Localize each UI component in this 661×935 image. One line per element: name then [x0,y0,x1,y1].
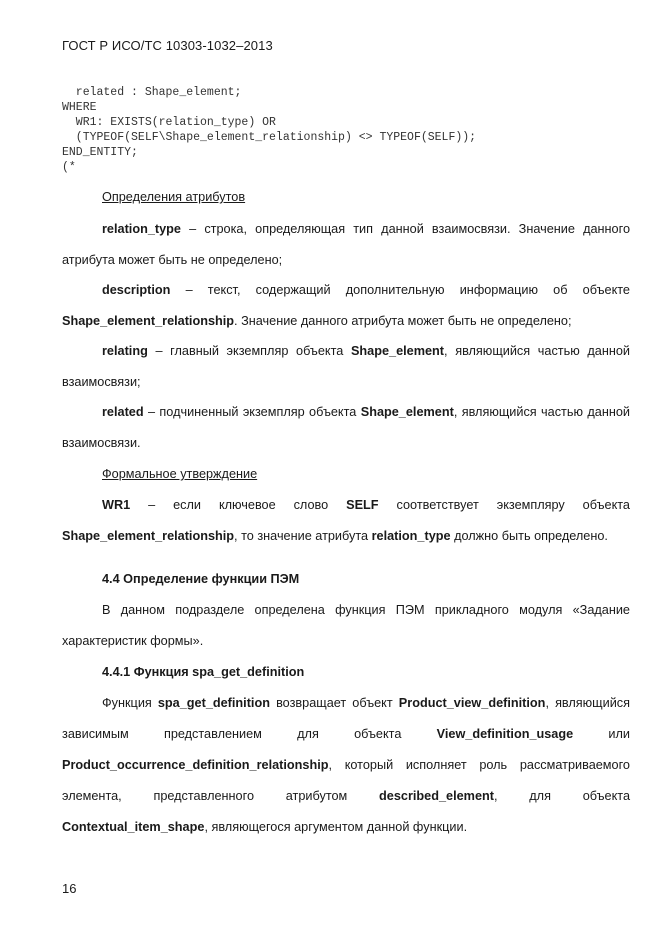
term: relating [102,344,148,358]
express-code-block: related : Shape_element; WHERE WR1: EXISTS(relation_type) OR (TYPEOF(SELF\Shape_element_relationship) <> TYPEOF(SELF)); END_ENTITY; (* [62,86,477,174]
term: relation_type [102,222,181,236]
description-paragraph [62,275,630,337]
text: – если ключевое слово [130,498,347,512]
term: WR1 [102,498,131,512]
entity-name: View_definition_usage [436,727,574,741]
page-number: 16 [62,881,77,896]
section-paragraph: В данном подразделе определена функция ПЭМ прикладного модуля «Задание характеристик формы». [62,603,630,648]
relation-type-paragraph [62,214,630,276]
text: , который исполняет роль рассматриваемого элемента, представленного атрибутом [62,758,630,803]
attribute-name: relation_type [371,529,451,543]
function-name: spa_get_definition [157,696,270,710]
attribute-name: described_element [379,789,494,803]
text: – строка, определяющая тип данной взаимосвязи. Значение данного атрибута может быть не определено; [62,222,630,267]
entity-name: Shape_element_relationship [62,529,235,543]
text: , являющийся частью данной взаимосвязи. [62,405,630,450]
text: должно быть определено. [450,529,608,543]
text: – подчиненный экземпляр объекта [143,405,361,419]
entity-name: Product_view_definition [398,696,546,710]
text: возвращает объект [269,696,399,710]
wr1-paragraph [62,490,630,552]
entity-name: Contextual_item_shape [62,820,205,834]
text: Функция [102,696,158,710]
attribute-definitions-heading: Определения атрибутов [102,190,246,204]
text: , являющийся частью данной взаимосвязи; [62,344,630,389]
text: , то значение атрибута [234,529,372,543]
entity-name: Shape_element [350,344,445,358]
relating-paragraph [62,336,630,398]
text: – текст, содержащий дополнительную информацию об объекте [170,283,630,297]
entity-name: Shape_element_relationship [62,314,235,328]
formal-statement-heading: Формальное утверждение [102,467,258,481]
term: description [102,283,171,297]
term: related [102,405,144,419]
function-paragraph [62,688,630,843]
subsection-heading: 4.4.1 Функция spa_get_definition [102,665,305,679]
standard-header: ГОСТ Р ИСО/ТС 10303-1032–2013 [62,38,273,53]
related-paragraph [62,397,630,459]
text: , являющийся зависимым представлением для объекта [62,696,630,741]
text: – главный экземпляр объекта [147,344,351,358]
text: , являющегося аргументом данной функции. [204,820,468,834]
text: , для объекта [493,789,630,803]
keyword: SELF [346,498,379,512]
text: соответствует экземпляру объекта [378,498,630,512]
text: или [573,727,630,741]
entity-name: Product_occurrence_definition_relationship [62,758,329,772]
entity-name: Shape_element [360,405,454,419]
text: . Значение данного атрибута может быть не определено; [234,314,572,328]
section-heading: 4.4 Определение функции ПЭМ [102,572,300,586]
